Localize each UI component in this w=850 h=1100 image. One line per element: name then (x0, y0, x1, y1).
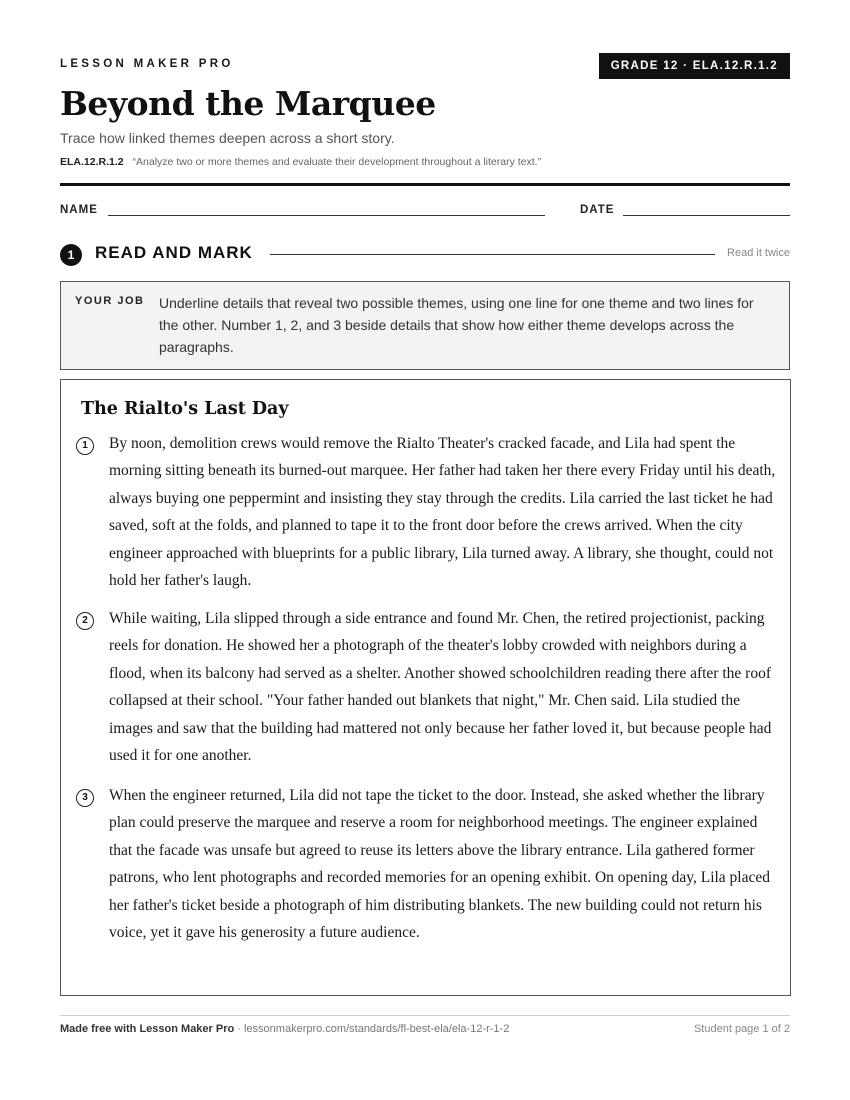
section-header (60, 242, 790, 268)
footer-credit (60, 1023, 509, 1035)
section-title: READ AND MARK (95, 243, 253, 262)
date-field-line[interactable] (623, 215, 790, 216)
paragraph-number-circle: 2 (76, 612, 94, 630)
footer-divider (60, 1015, 790, 1016)
page-subtitle: Trace how linked themes deepen across a short story. (60, 130, 395, 146)
standard-text: “Analyze two or more themes and evaluate their development throughout a literary text.” (132, 156, 542, 168)
paragraph-text: When the engineer returned, Lila did not tape the ticket to the door. Instead, she asked whether the library plan could preserve the marquee and reserve a room for neighborhood meetings. The engineer explained that the facade was unsafe but agreed to reuse its letters above the library entrance. Lila gathered former patrons, who lent photographs and recorded memories for an opening exhibit. On opening day, Lila placed her father's ticket beside a photograph of him distributing blankets. The new building could not return his voice, yet it gave his generosity a future audience. (109, 787, 771, 942)
date-label: DATE (580, 204, 615, 216)
section-number-badge: 1 (60, 244, 82, 266)
brand-name: LESSON MAKER PRO (60, 58, 234, 70)
standard-line (60, 156, 541, 168)
page-title: Beyond the Marquee (60, 84, 436, 123)
footer-made-with: Made free with Lesson Maker Pro (60, 1023, 235, 1035)
story-box (60, 379, 791, 996)
page-indicator: Student page 1 of 2 (693, 1023, 790, 1035)
standard-code: ELA.12.R.1.2 (60, 156, 124, 168)
section-note: Read it twice (727, 247, 790, 259)
instructions-box (60, 281, 790, 370)
paragraph-text: By noon, demolition crews would remove the Rialto Theater's cracked facade, and Lila had spent the morning sitting beneath its burned-out marquee. Her father had taken her there every Friday until his death, always buying one peppermint and insisting they stay through the credits. Lila carried the last ticket he had saved, soft at the folds, and planned to tape it to the front door before the crews arrived. When the city engineer approached with blueprints for a public library, Lila turned away. A library, she thought, could not hold her father's laugh. (109, 435, 776, 590)
name-field-line[interactable] (108, 215, 545, 216)
grade-badge: GRADE 12 · ELA.12.R.1.2 (599, 53, 790, 79)
story-title: The Rialto's Last Day (81, 399, 289, 419)
paragraph-number-circle: 3 (76, 789, 94, 807)
instructions-label: YOUR JOB (75, 295, 145, 307)
instructions-text: Underline details that reveal two possible themes, using one line for one theme and two lines for the other. Number 1, 2, and 3 beside details that show how either theme develops across the paragraphs. (159, 295, 754, 355)
header-divider (60, 183, 790, 186)
name-label: NAME (60, 204, 98, 216)
paragraph-number-circle: 1 (76, 437, 94, 455)
footer-url[interactable]: · lessonmakerpro.com/standards/fl-best-ela/ela-12-r-1-2 (234, 1023, 510, 1035)
section-divider (270, 254, 715, 255)
paragraph-text: While waiting, Lila slipped through a side entrance and found Mr. Chen, the retired projectionist, packing reels for donation. He showed her a photograph of the theater's lobby crowded with neighbors during a flood, when its balcony had served as a shelter. Another showed schoolchildren reading there after the roof collapsed at their school. "Your father handed out blankets that night," Mr. Chen said. Lila studied the images and saw that the building had mattered not only because her father loved it, but because people had used it for one another. (109, 610, 772, 765)
